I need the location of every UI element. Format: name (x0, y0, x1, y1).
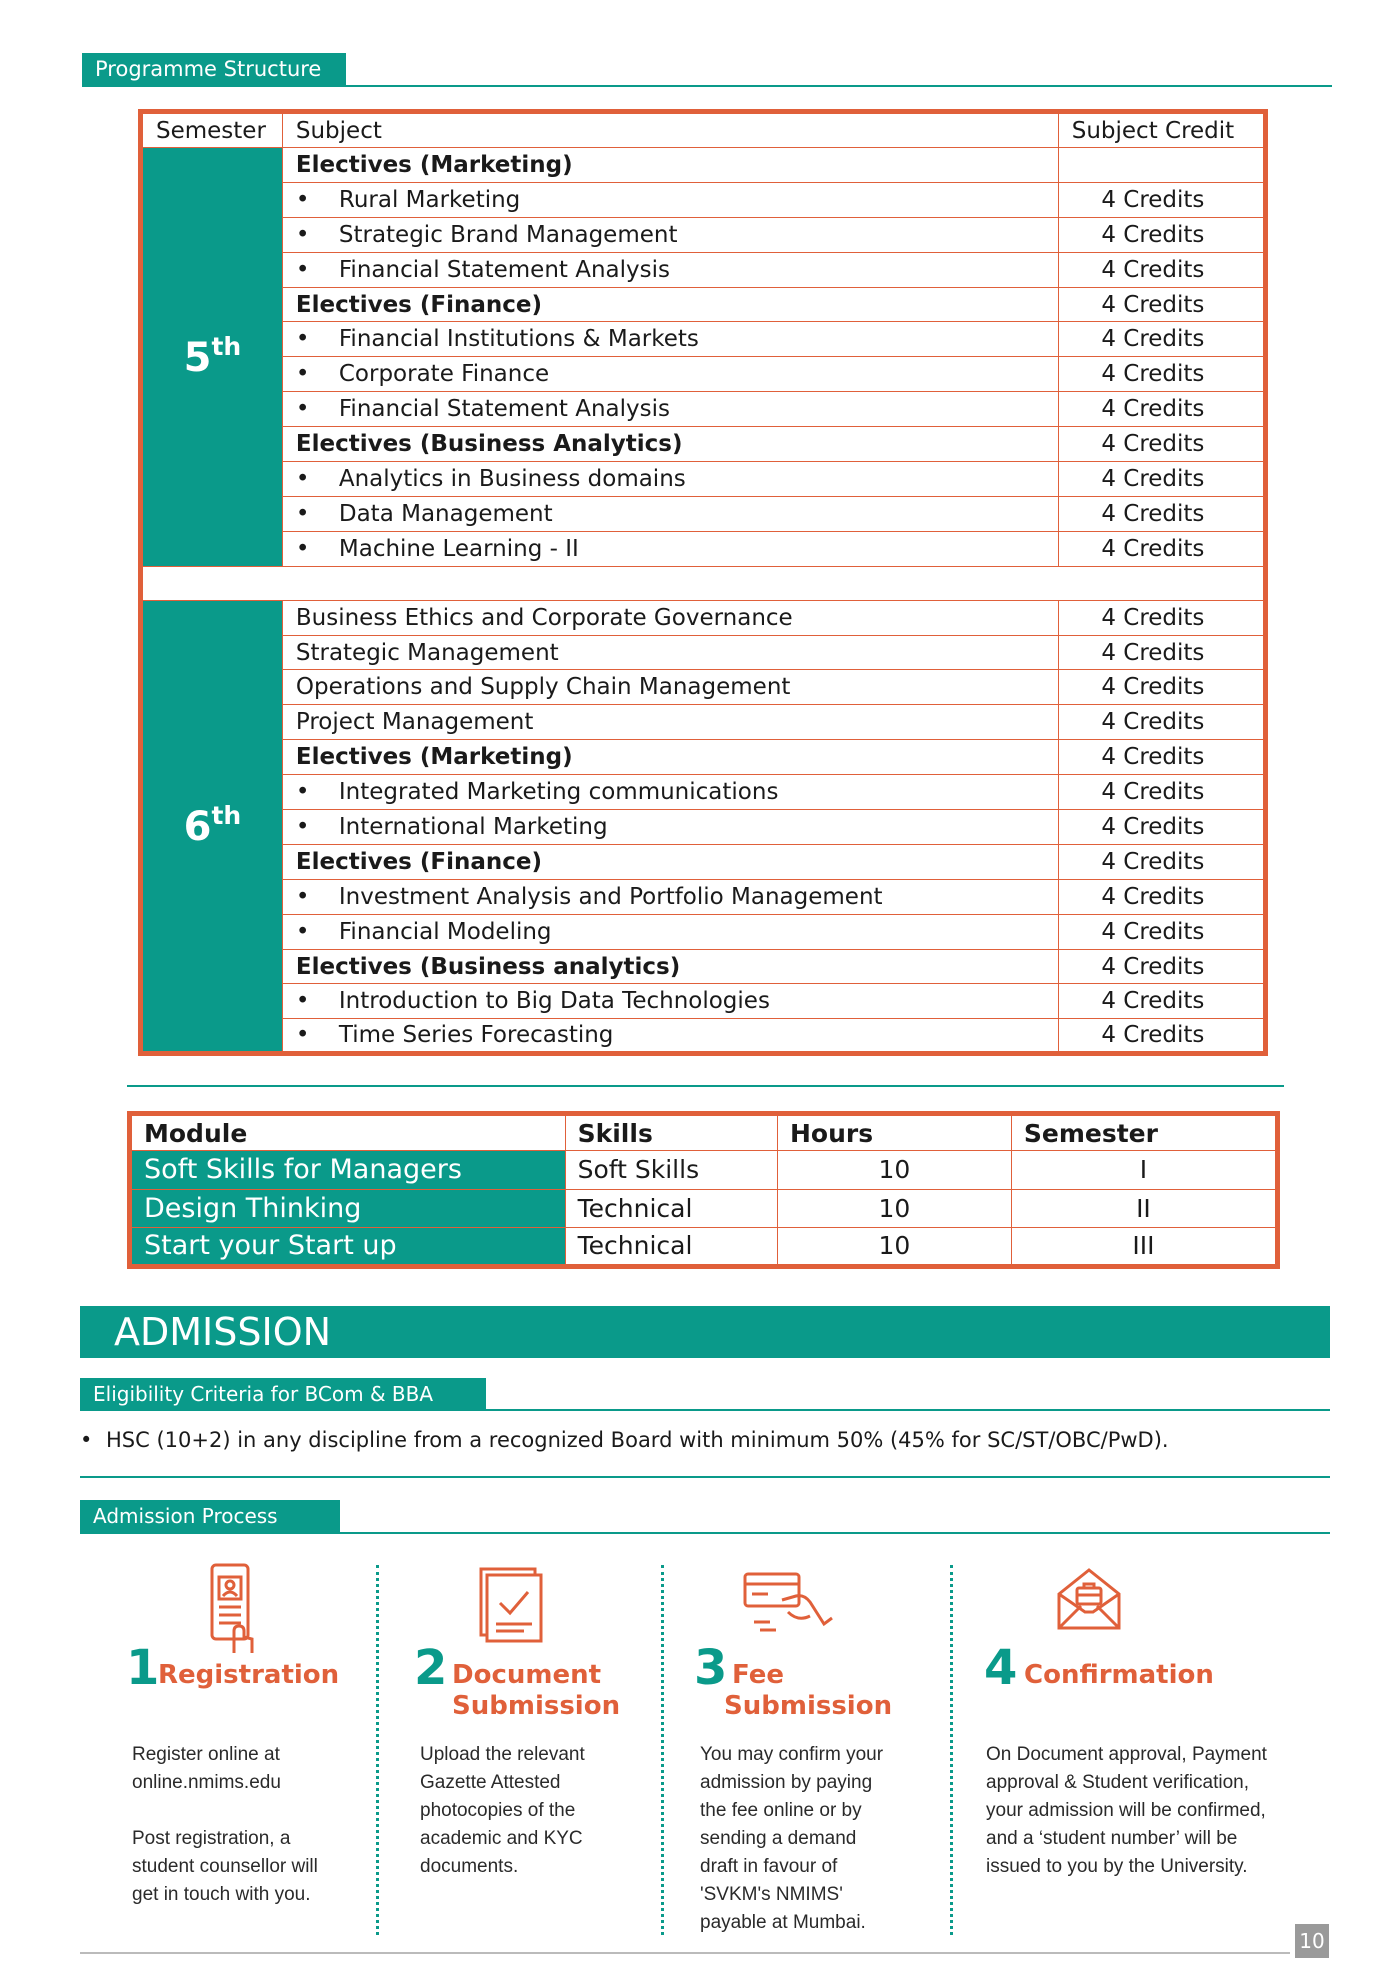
step-3-title (732, 1660, 784, 1691)
credit-cell: 4 Credits (1058, 775, 1265, 810)
subject-cell (282, 148, 1058, 183)
subject-name: Investment Analysis and Portfolio Management (338, 883, 883, 910)
desc-line: Post registration, a (132, 1828, 291, 1849)
header-skills: Skills (565, 1114, 777, 1151)
desc-line: draft in favour of (700, 1856, 838, 1877)
desc-line: admission by paying (700, 1772, 873, 1793)
bullet: • (295, 988, 310, 1015)
bullet: • (295, 465, 310, 492)
programme-row (141, 462, 1266, 497)
credit-cell: 4 Credits (1058, 462, 1265, 497)
module-semester: I (1011, 1151, 1277, 1190)
desc-line: Register online at (132, 1744, 280, 1765)
module-row (130, 1189, 1278, 1228)
module-semester: II (1011, 1189, 1277, 1228)
subject-name: Strategic Management (295, 639, 559, 666)
step-4-description (986, 1741, 1306, 1881)
credit-cell: 4 Credits (1058, 1019, 1265, 1054)
subject-name: Data Management (338, 500, 553, 527)
subject-cell (282, 984, 1058, 1019)
admission-heading: ADMISSION (80, 1306, 1330, 1358)
semester-label-sem5 (141, 148, 283, 567)
programme-structure-rule (82, 85, 1332, 87)
subject-cell (282, 496, 1058, 531)
subject-name: Integrated Marketing communications (338, 779, 779, 806)
programme-row (141, 357, 1266, 392)
bullet: • (295, 186, 310, 213)
desc-line: 'SVKM's NMIMS' (700, 1884, 843, 1905)
desc-line: the fee online or by (700, 1800, 862, 1821)
desc-line: Upload the relevant (420, 1744, 585, 1765)
step-1-title-line1: Registration (158, 1660, 340, 1690)
subject-name: Corporate Finance (338, 361, 550, 388)
credit-cell: 4 Credits (1058, 810, 1265, 845)
credit-cell: 4 Credits (1058, 322, 1265, 357)
step-4-title (1024, 1660, 1214, 1691)
step-4-title-line1: Confirmation (1024, 1660, 1214, 1690)
programme-row (141, 322, 1266, 357)
programme-row (141, 740, 1266, 775)
module-name: Soft Skills for Managers (130, 1151, 566, 1190)
desc-line: student counsellor will (132, 1856, 318, 1877)
subject-cell (282, 217, 1058, 252)
subject-name: Electives (Marketing) (295, 151, 573, 178)
card-payment-icon (742, 1570, 836, 1636)
subject-cell (282, 740, 1058, 775)
eligibility-text: HSC (10+2) in any discipline from a recognized Board with minimum 50% (45% for SC/ST/OBC/PwD). (106, 1428, 1169, 1452)
programme-row (141, 427, 1266, 462)
bullet: • (295, 256, 310, 283)
subject-cell (282, 775, 1058, 810)
eligibility-criteria (80, 1428, 1169, 1452)
desc-line: and a ‘student number’ will be (986, 1828, 1238, 1849)
subject-name: Financial Institutions & Markets (338, 326, 699, 353)
subject-cell (282, 357, 1058, 392)
programme-row (141, 148, 1266, 183)
step-1-description (132, 1741, 362, 1909)
module-table-header (130, 1114, 1278, 1151)
subject-name: Rural Marketing (338, 186, 521, 213)
programme-row (141, 775, 1266, 810)
bullet: • (295, 500, 310, 527)
programme-row (141, 810, 1266, 845)
step-1-title (158, 1660, 339, 1691)
desc-line: your admission will be confirmed, (986, 1800, 1266, 1821)
header-subject: Subject (282, 112, 1058, 148)
bullet: • (295, 326, 310, 353)
semester-suffix: th (211, 332, 242, 362)
bullet: • (295, 221, 310, 248)
desc-line: documents. (420, 1856, 519, 1877)
header-credit: Subject Credit (1058, 112, 1265, 148)
step-1-number: 1 (126, 1640, 160, 1696)
semester-label-sem6 (141, 600, 283, 1054)
desc-line: On Document approval, Payment (986, 1744, 1267, 1765)
module-skills: Technical (565, 1228, 777, 1267)
programme-row (141, 182, 1266, 217)
semester-number: 5 (183, 335, 212, 382)
desc-line (132, 1797, 362, 1825)
credit-cell: 4 Credits (1058, 182, 1265, 217)
module-name: Start your Start up (130, 1228, 566, 1267)
programme-row (141, 531, 1266, 566)
credit-cell: 4 Credits (1058, 635, 1265, 670)
subject-cell (282, 427, 1058, 462)
subject-cell (282, 600, 1058, 635)
credit-cell: 4 Credits (1058, 844, 1265, 879)
programme-row (141, 635, 1266, 670)
subject-cell (282, 635, 1058, 670)
header-module: Module (130, 1114, 566, 1151)
admission-process-rule (80, 1532, 1330, 1534)
subject-name: Analytics in Business domains (338, 465, 686, 492)
admission-process-tab: Admission Process (80, 1500, 340, 1533)
desc-line: sending a demand (700, 1828, 857, 1849)
step-2-title-line2: Submission (452, 1691, 621, 1721)
subject-name: Financial Statement Analysis (338, 396, 671, 423)
document-check-icon (478, 1566, 548, 1644)
credit-cell: 4 Credits (1058, 357, 1265, 392)
gap-cell (141, 566, 1266, 600)
bullet: • (295, 918, 310, 945)
module-skills: Technical (565, 1189, 777, 1228)
step-2-title (452, 1660, 620, 1722)
bullet: • (80, 1428, 93, 1452)
subject-name: Electives (Finance) (295, 291, 542, 318)
credit-cell: 4 Credits (1058, 392, 1265, 427)
module-skills: Soft Skills (565, 1151, 777, 1190)
programme-row (141, 1019, 1266, 1054)
subject-name: Electives (Finance) (295, 848, 542, 875)
module-hours: 10 (777, 1189, 1011, 1228)
semester-gap-row (141, 566, 1266, 600)
module-hours: 10 (777, 1151, 1011, 1190)
desc-line: online.nmims.edu (132, 1772, 281, 1793)
module-row (130, 1151, 1278, 1190)
credit-cell: 4 Credits (1058, 670, 1265, 705)
subject-cell (282, 287, 1058, 322)
subject-cell (282, 1019, 1058, 1054)
credit-cell: 4 Credits (1058, 949, 1265, 984)
step-3-title-line2-wrap (724, 1691, 892, 1722)
step-4-number: 4 (984, 1640, 1018, 1696)
module-divider (127, 1085, 1284, 1087)
semester-suffix: th (211, 801, 242, 831)
subject-name: Strategic Brand Management (338, 221, 678, 248)
desc-line: photocopies of the (420, 1800, 576, 1821)
credit-cell: 4 Credits (1058, 496, 1265, 531)
subject-name: Financial Modeling (338, 918, 552, 945)
programme-row (141, 287, 1266, 322)
bullet: • (295, 361, 310, 388)
subject-name: International Marketing (338, 813, 608, 840)
step-3-description (700, 1741, 940, 1937)
programme-row (141, 670, 1266, 705)
subject-cell (282, 949, 1058, 984)
subject-name: Machine Learning - II (338, 535, 579, 562)
bullet: • (295, 535, 310, 562)
step-2-description (420, 1741, 660, 1881)
step-2-title-line1: Document (452, 1660, 602, 1690)
envelope-briefcase-icon (1055, 1566, 1123, 1632)
programme-row (141, 496, 1266, 531)
programme-row (141, 392, 1266, 427)
subject-name: Introduction to Big Data Technologies (338, 988, 770, 1015)
subject-cell (282, 182, 1058, 217)
subject-cell (282, 914, 1058, 949)
subject-name: Electives (Business analytics) (295, 953, 681, 980)
subject-name: Time Series Forecasting (338, 1022, 614, 1049)
subject-cell (282, 705, 1058, 740)
programme-row (141, 217, 1266, 252)
module-name: Design Thinking (130, 1189, 566, 1228)
programme-row (141, 879, 1266, 914)
credit-cell: 4 Credits (1058, 531, 1265, 566)
programme-row (141, 984, 1266, 1019)
credit-cell: 4 Credits (1058, 252, 1265, 287)
subject-name: Project Management (295, 709, 534, 736)
step-3-title-line1: Fee (732, 1660, 784, 1690)
step-separator (376, 1565, 379, 1935)
module-row (130, 1228, 1278, 1267)
credit-cell: 4 Credits (1058, 740, 1265, 775)
semester-number: 6 (183, 804, 212, 851)
subject-cell (282, 322, 1058, 357)
header-hours: Hours (777, 1114, 1011, 1151)
subject-cell (282, 252, 1058, 287)
mobile-registration-icon (208, 1563, 256, 1655)
desc-line: Gazette Attested (420, 1772, 561, 1793)
eligibility-rule (80, 1409, 1330, 1411)
subject-cell (282, 844, 1058, 879)
programme-structure-tab: Programme Structure (82, 53, 346, 86)
programme-row (141, 914, 1266, 949)
desc-line: academic and KYC (420, 1828, 583, 1849)
subject-cell (282, 462, 1058, 497)
bullet: • (295, 1022, 310, 1049)
step-separator (661, 1565, 664, 1935)
desc-line: You may confirm your (700, 1744, 884, 1765)
subject-cell (282, 879, 1058, 914)
programme-row (141, 600, 1266, 635)
module-semester: III (1011, 1228, 1277, 1267)
bullet: • (295, 813, 310, 840)
subject-name: Financial Statement Analysis (338, 256, 671, 283)
subject-cell (282, 670, 1058, 705)
programme-row (141, 949, 1266, 984)
bullet: • (295, 396, 310, 423)
step-3-title-line2: Submission (724, 1691, 893, 1721)
header-module-semester: Semester (1011, 1114, 1277, 1151)
desc-line: payable at Mumbai. (700, 1912, 866, 1933)
credit-cell (1058, 148, 1265, 183)
subject-cell (282, 531, 1058, 566)
step-3-number: 3 (694, 1640, 728, 1696)
credit-cell: 4 Credits (1058, 287, 1265, 322)
subject-name: Business Ethics and Corporate Governance (295, 604, 793, 631)
programme-row (141, 705, 1266, 740)
footer-rule (80, 1952, 1290, 1954)
programme-row (141, 844, 1266, 879)
subject-cell (282, 392, 1058, 427)
module-hours: 10 (777, 1228, 1011, 1267)
credit-cell: 4 Credits (1058, 914, 1265, 949)
step-separator (950, 1565, 953, 1935)
eligibility-bottom-rule (80, 1476, 1330, 1478)
desc-line: issued to you by the University. (986, 1856, 1248, 1877)
credit-cell: 4 Credits (1058, 217, 1265, 252)
desc-line: approval & Student verification, (986, 1772, 1249, 1793)
credit-cell: 4 Credits (1058, 705, 1265, 740)
step-2-number: 2 (414, 1640, 448, 1696)
page-number: 10 (1295, 1924, 1329, 1958)
eligibility-tab: Eligibility Criteria for BCom & BBA (80, 1378, 486, 1411)
programme-table-header (141, 112, 1266, 148)
programme-table (138, 109, 1268, 1056)
bullet: • (295, 779, 310, 806)
credit-cell: 4 Credits (1058, 879, 1265, 914)
subject-name: Electives (Business Analytics) (295, 431, 683, 458)
credit-cell: 4 Credits (1058, 984, 1265, 1019)
header-semester: Semester (141, 112, 283, 148)
programme-row (141, 252, 1266, 287)
subject-name: Electives (Marketing) (295, 744, 573, 771)
credit-cell: 4 Credits (1058, 600, 1265, 635)
subject-cell (282, 810, 1058, 845)
bullet: • (295, 883, 310, 910)
credit-cell: 4 Credits (1058, 427, 1265, 462)
desc-line: get in touch with you. (132, 1884, 311, 1905)
subject-name: Operations and Supply Chain Management (295, 674, 791, 701)
module-table (127, 1111, 1280, 1269)
